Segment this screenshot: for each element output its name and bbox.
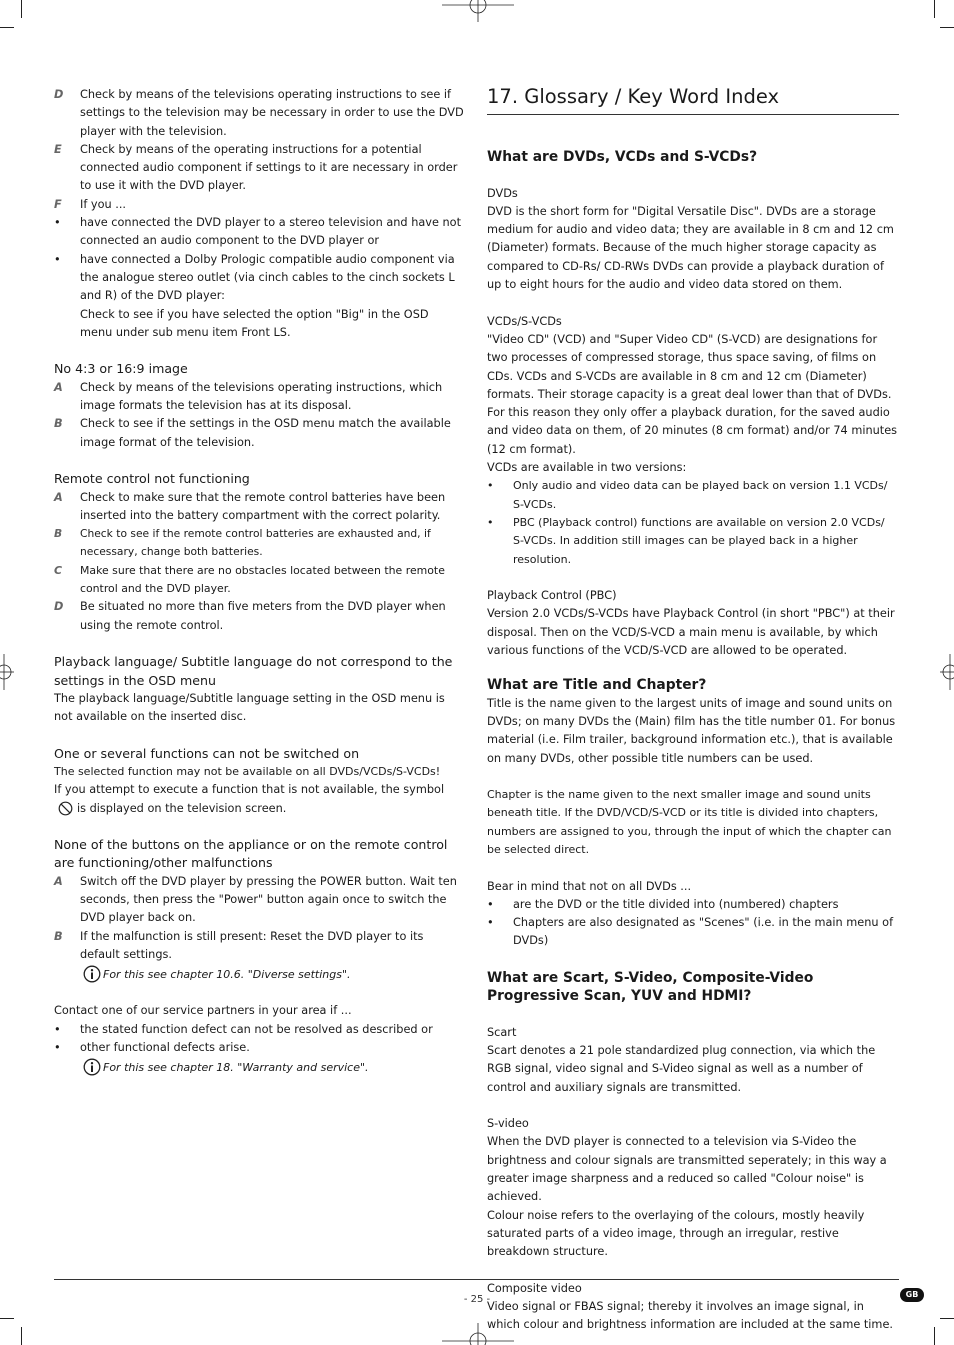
functions-section (54, 745, 464, 818)
registration-mark-left (0, 650, 14, 694)
section-text: Bear in mind that not on all DVDs ... (487, 879, 692, 893)
bullet-item: • have connected a Dolby Prologic compatible audio component via the analogue stereo outlet (via cinch cables to the cinch sockets L and R) of the DVD player: (54, 252, 455, 303)
page-number: - 25 - (463, 1294, 491, 1305)
crop-mark (21, 0, 22, 18)
list-item: A Check by means of the televisions operating instructions, which image formats the television has at its disposal. (54, 380, 443, 413)
buttons-section (54, 836, 464, 1077)
list-item: D Check by means of the televisions operating instructions to see if settings to the television may be necessary in order to use the DVD player with the television. (54, 88, 464, 138)
bullet-item: • are the DVD or the title divided into (numbered) chapters (487, 897, 839, 911)
registration-mark-right (940, 650, 954, 694)
section-heading: No 4:3 or 16:9 image (54, 361, 188, 377)
section-text: When the DVD player is connected to a television via S-Video the brightness and colour signals are transmitted seperately; in this way a greater image sharpness and a reduced so called "Colour noise" is achieved. (487, 1135, 887, 1204)
section-heading: Playback language/ Subtitle language do not correspond to the settings in the OSD menu (54, 654, 453, 688)
right-column (487, 86, 899, 1335)
section-text: The playback language/Subtitle language setting in the OSD menu is not available on the inserted disc. (54, 691, 445, 724)
list-item: A Switch off the DVD player by pressing the POWER button. Wait ten seconds, then press the "Power" button again once to switch the DVD player back on. (54, 874, 457, 925)
crop-mark (940, 1318, 954, 1319)
info-icon (83, 1058, 101, 1076)
no-image-section (54, 360, 464, 451)
list-item: B Check to see if the remote control batteries are exhausted and, if necessary, change both batteries. (54, 527, 431, 559)
section-heading: One or several functions can not be switched on (54, 745, 360, 761)
section-text: The selected function may not be available on all DVDs/VCDs/S-VCDs! (54, 764, 441, 778)
info-note: For this see chapter 10.6. "Diverse settings". (54, 966, 464, 984)
bullet-item: • Chapters are also designated as "Scenes" (i.e. in the main menu of DVDs) (487, 916, 894, 948)
list-item: D Be situated no more than five meters from the DVD player when using the remote control. (54, 600, 446, 632)
section-heading: What are DVDs, VCDs and S-VCDs? (487, 149, 758, 165)
bullet-item: • other functional defects arise. (54, 1040, 250, 1054)
bullet-item: • have connected the DVD player to a stereo television and have not connected an audio component to the DVD player or (54, 216, 461, 248)
subheading: Playback Control (PBC) (487, 589, 617, 603)
prohibited-symbol-icon (58, 801, 73, 816)
crop-mark (21, 1327, 22, 1345)
list-item: E Check by means of the operating instructions for a potential connected audio component if settings to it are necessary in order to use it with the DVD player. (54, 142, 458, 193)
list-item: B If the malfunction is still present: Reset the DVD player to its default settings. (54, 929, 424, 961)
bullet-item: • PBC (Playback control) functions are available on version 2.0 VCDs/ S-VCDs. In addition still images can be played back in a higher resolution. (487, 515, 885, 566)
bullet-item: • Only audio and video data can be played back on version 1.1 VCDs/ S-VCDs. (487, 479, 888, 511)
subheading: DVDs (487, 186, 518, 200)
language-badge: GB (900, 1288, 924, 1302)
section-text: Scart denotes a 21 pole standardized plug connection, via which the RGB signal, video signal and S-Video signal as well as a number of control and auxiliary signals are transmitted. (487, 1043, 876, 1094)
list-item: A Check to make sure that the remote control batteries have been inserted into the battery compartment with the correct polarity. (54, 490, 446, 522)
section-text: VCDs are available in two versions: (487, 461, 687, 475)
page-title: 17. Glossary / Key Word Index (487, 85, 780, 108)
remote-section (54, 470, 464, 635)
troubleshooting-block (54, 86, 464, 342)
crop-mark (934, 0, 935, 18)
section-heading: None of the buttons on the appliance or on the remote control are functioning/other malfunctions (54, 837, 448, 871)
subheading: VCDs/S-VCDs (487, 314, 562, 328)
crop-mark (0, 1318, 14, 1319)
subheading: S-video (487, 1117, 529, 1131)
section-text: "Video CD" (VCD) and "Super Video CD" (S-VCD) are designations for two processes of compressed storage, thus space saving, of films on CDs. VCDs and S-VCDs are available in 8 cm and 12 cm (Diameter) formats. Their storage capacity is a great deal lower than that of DVDs. For this reason they only offer a playback duration, for the saved audio and video data on them, of 20 minutes (8 cm format) and/or 74 minutes (12 cm format). (487, 332, 898, 456)
info-note: For this see chapter 18. "Warranty and service". (54, 1059, 464, 1077)
section-text: Colour noise refers to the overlaying of the colours, mostly heavily saturated parts of a video image, through an irregular, restive breakdown structure. (487, 1208, 865, 1259)
section-text: If you attempt to execute a function that is not available, the symbolis displayed on the television screen. (54, 783, 445, 815)
left-column (54, 86, 464, 1081)
bullet-item: • the stated function defect can not be resolved as described or (54, 1022, 433, 1036)
section-text: Chapter is the name given to the next smaller image and sound units beneath title. If the DVD/VCD/S-VCD or its title is divided into chapters, numbers are assigned to you, through the input of which the chapter can be selected direct. (487, 788, 892, 856)
footer-rule (54, 1279, 899, 1280)
dvds-section (487, 148, 899, 660)
section-heading: Remote control not functioning (54, 471, 250, 487)
crop-mark (0, 27, 14, 28)
subheading: Scart (487, 1025, 517, 1039)
section-heading: What are Title and Chapter? (487, 677, 707, 694)
section-text: Video signal or FBAS signal; thereby it involves an image signal, in which colour and brightness information are included at the same time. (487, 1300, 893, 1332)
list-item: B Check to see if the settings in the OSD menu match the available image format of the television. (54, 417, 451, 449)
section-heading: What are Scart, S-Video, Composite-Video Progressive Scan, YUV and HDMI? (487, 969, 814, 1005)
section-text: DVD is the short form for "Digital Versatile Disc". DVDs are a storage medium for audio and video data; they are available in 8 cm and 12 cm (Diameter) formats. Because of the much higher storage capacity as compared to CD-Rs/ CD-RWs DVDs can provide a playback duration of up to eight hours for the audio and video data stored on them. (487, 204, 894, 292)
subheading: Composite video (487, 1281, 582, 1295)
crop-mark (934, 1327, 935, 1345)
contact-text: Contact one of our service partners in your area if ... (54, 1004, 352, 1018)
info-icon (83, 965, 101, 983)
section-text: Version 2.0 VCDs/S-VCDs have Playback Control (in short "PBC") at their disposal. Then on the VCD/S-VCD a main menu is available, by which various functions of the VCD/S-VCD are allowed to be operated. (487, 607, 895, 658)
registration-mark-top (442, 0, 514, 22)
section-text: Title is the name given to the largest units of image and sound units on DVDs; on many DVDs the (Main) film has the title number 01. For bonus material (i.e. Film trailer, background information etc.), that is available on many DVDs, other possible title numbers can be used. (487, 696, 896, 765)
list-item: F If you ... (54, 197, 127, 211)
list-item: C Make sure that there are no obstacles located between the remote control and the DVD player. (54, 563, 445, 596)
crop-mark (940, 27, 954, 28)
title-chapter-section (487, 676, 899, 950)
continuation-text: Check to see if you have selected the option "Big" in the OSD menu under sub menu item Front LS. (80, 307, 429, 339)
language-section (54, 653, 464, 726)
